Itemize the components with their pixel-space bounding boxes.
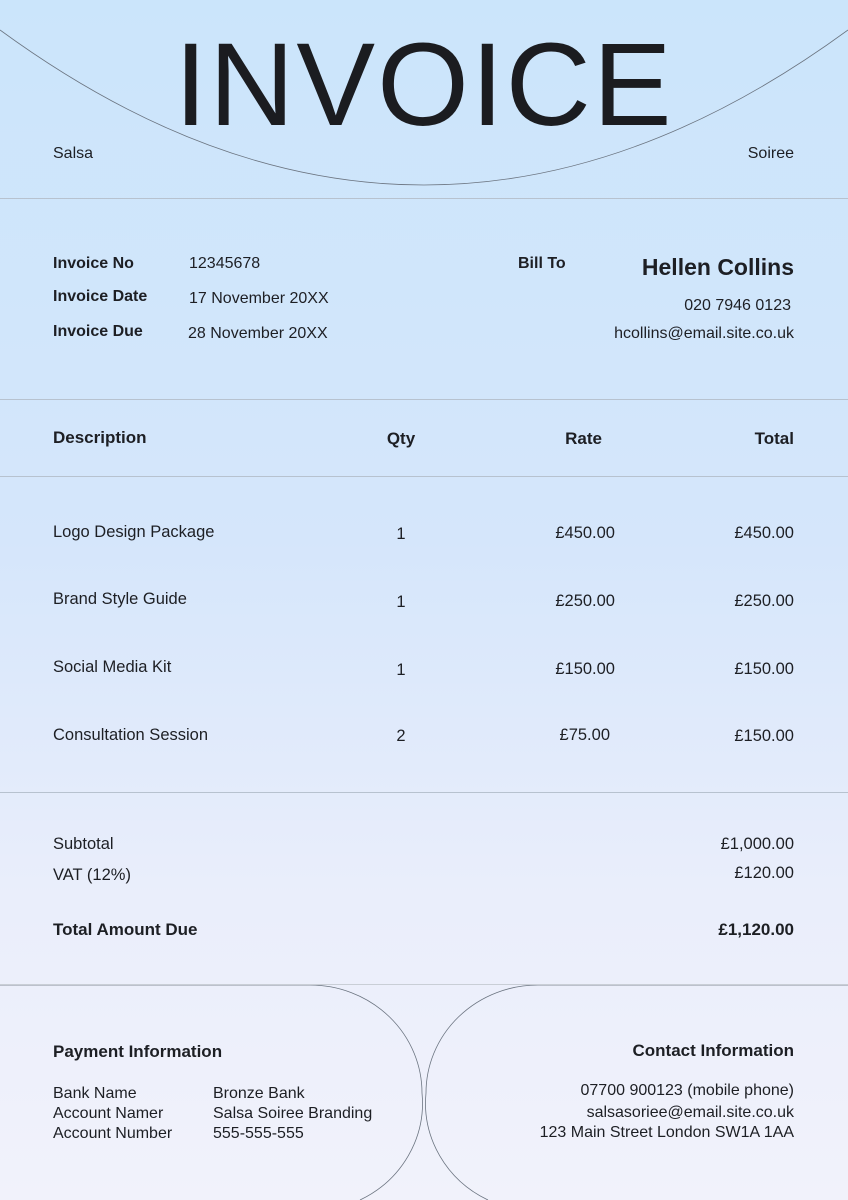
- col-description-header: Description: [53, 428, 147, 447]
- bill-to-label: Bill To: [518, 255, 566, 272]
- contact-title: Contact Information: [632, 1041, 794, 1060]
- contact-address: 123 Main Street London SW1A 1AA: [539, 1124, 794, 1141]
- total-due-label: Total Amount Due: [53, 920, 198, 939]
- subtotal-label: Subtotal: [53, 835, 114, 853]
- vat-label: VAT (12%): [53, 866, 131, 884]
- row-rate: £150.00: [555, 660, 615, 678]
- col-qty-header: Qty: [386, 429, 416, 448]
- row-qty: 1: [396, 525, 406, 543]
- row-rate: £75.00: [559, 726, 610, 744]
- subtotal-value: £1,000.00: [720, 835, 794, 853]
- client-name: Hellen Collins: [641, 254, 794, 280]
- account-number-label: Account Number: [53, 1125, 173, 1142]
- account-name-label: Account Namer: [53, 1105, 164, 1122]
- row-total: £150.00: [734, 660, 794, 678]
- invoice-number-label: Invoice No: [53, 255, 134, 272]
- bank-name-label: Bank Name: [53, 1085, 137, 1102]
- invoice-number-value: 12345678: [189, 255, 261, 272]
- divider-totals: [0, 984, 848, 985]
- account-name-value: Salsa Soiree Branding: [213, 1105, 373, 1122]
- contact-phone: 07700 900123 (mobile phone): [580, 1082, 794, 1099]
- page-title: INVOICE: [174, 19, 674, 151]
- client-email: hcollins@email.site.co.uk: [614, 325, 794, 342]
- vat-value: £120.00: [734, 864, 794, 882]
- col-rate-header: Rate: [565, 429, 602, 448]
- account-number-value: 555-555-555: [213, 1125, 304, 1142]
- divider-info: [0, 399, 848, 400]
- invoice-due-label: Invoice Due: [53, 323, 143, 340]
- brand-left: Salsa: [53, 145, 94, 162]
- total-due-value: £1,120.00: [718, 920, 794, 939]
- client-phone: 020 7946 0123: [684, 297, 791, 314]
- payment-title: Payment Information: [53, 1042, 223, 1061]
- row-total: £450.00: [734, 524, 794, 542]
- contact-email: salsasoriee@email.site.co.uk: [586, 1104, 794, 1121]
- divider-table-header: [0, 476, 848, 477]
- row-description: Logo Design Package: [53, 523, 215, 541]
- row-rate: £450.00: [555, 524, 615, 542]
- row-qty: 1: [396, 593, 406, 611]
- brand-right: Soiree: [747, 145, 794, 162]
- invoice-date-value: 17 November 20XX: [189, 290, 329, 307]
- col-total-header: Total: [754, 429, 794, 448]
- row-description: Consultation Session: [53, 726, 209, 744]
- row-qty: 2: [396, 727, 406, 745]
- row-rate: £250.00: [555, 592, 615, 610]
- row-qty: 1: [396, 661, 406, 679]
- invoice-date-label: Invoice Date: [53, 288, 148, 305]
- bank-name-value: Bronze Bank: [213, 1085, 305, 1102]
- row-description: Social Media Kit: [53, 658, 172, 676]
- divider-table-end: [0, 792, 848, 793]
- invoice-due-value: 28 November 20XX: [188, 325, 328, 342]
- row-description: Brand Style Guide: [53, 590, 187, 608]
- row-total: £250.00: [734, 592, 794, 610]
- divider-header: [0, 198, 848, 199]
- row-total: £150.00: [734, 727, 794, 745]
